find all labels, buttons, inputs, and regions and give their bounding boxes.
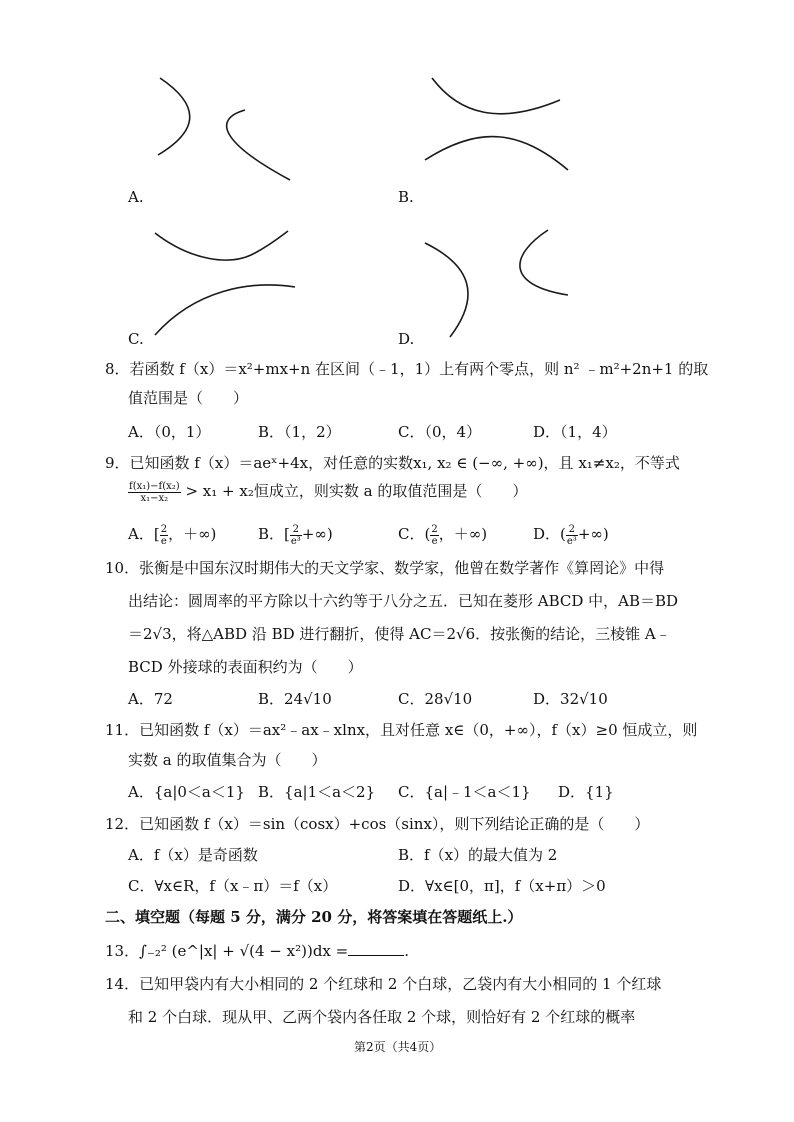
q9-opt-c-num: 2 (431, 523, 438, 535)
graph-option-a-label[interactable]: A. (128, 188, 144, 206)
q9-opt-a-num: 2 (160, 523, 168, 535)
q10-stem-line3: ＝2√3，将△ABD 沿 BD 进行翻折，使得 AC＝2√6．按张衡的结论，三棱锥 A﹣ (128, 625, 671, 643)
q9-opt-c-prefix: C．( (398, 525, 431, 543)
q14-stem-line1: 14．已知甲袋内有大小相同的 2 个红球和 2 个白球，乙袋内有大小相同的 1 个红球 (105, 975, 662, 993)
q13-integral: 13．∫₋₂² (e^|x| + √(4 − x²))dx = (105, 942, 349, 960)
q9-inequality-fraction (128, 481, 181, 504)
q9-stem-line2 (128, 480, 527, 504)
graph-option-a (150, 70, 300, 185)
graph-b-upper-curve (432, 78, 560, 114)
graph-option-c-label[interactable]: C. (128, 330, 144, 348)
q11-option-d[interactable]: D．{1} (558, 783, 614, 801)
q8-option-c[interactable]: C．（0，4） (398, 423, 482, 441)
q10-stem-line2: 出结论：圆周率的平方除以十六约等于八分之五．已知在菱形 ABCD 中，AB＝BD (128, 592, 679, 610)
q9-opt-d-prefix: D．( (533, 525, 566, 543)
q10-option-a[interactable]: A．72 (128, 690, 173, 708)
q9-opt-d-suffix: +∞) (577, 525, 609, 543)
graph-c-lower-curve (155, 285, 295, 335)
graph-b-lower-curve (425, 137, 568, 170)
q9-opt-d-num: 2 (566, 524, 578, 536)
q8-option-a[interactable]: A．（0，1） (128, 423, 211, 441)
q9-opt-d-fraction (566, 524, 578, 547)
graph-a-right-curve (227, 110, 290, 180)
graph-option-d (420, 225, 570, 350)
q9-option-b[interactable] (258, 523, 333, 547)
q11-stem-line1: 11．已知函数 f（x）＝ax²﹣ax﹣xlnx，且对任意 x∈（0，+∞），f（x）≥0 恒成立，则 (105, 721, 698, 739)
q9-fraction-denominator: x₁−x₂ (140, 492, 169, 504)
q12-option-a[interactable]: A．f（x）是奇函数 (128, 846, 258, 864)
q9-opt-d-den: e³ (566, 535, 577, 547)
q9-opt-a-fraction (160, 524, 168, 547)
q8-stem-line1: 8．若函数 f（x）＝x²+mx+n 在区间（﹣1，1）上有两个零点，则 n² ﹣m²+2n+1 的取 (105, 360, 709, 378)
q13-stem (105, 940, 409, 962)
q12-option-d[interactable]: D．∀x∈[0，π]，f（x+π）＞0 (398, 877, 606, 895)
q14-stem-line2: 和 2 个白球．现从甲、乙两个袋内各任取 2 个球，则恰好有 2 个红球的概率 (128, 1008, 636, 1026)
q9-stem-line1: 9．已知函数 f（x）＝aeˣ+4x，对任意的实数x₁, x₂ ∈ (−∞, +∞)，且 x₁≠x₂，不等式 (105, 454, 680, 472)
q10-option-b[interactable]: B．24√10 (258, 690, 332, 708)
graph-c-upper-curve (155, 231, 288, 260)
q10-stem-line1: 10．张衡是中国东汉时期伟大的天文学家、数学家，他曾在数学著作《算罔论》中得 (105, 559, 665, 577)
q9-option-a[interactable] (128, 523, 216, 547)
q9-option-d[interactable] (533, 523, 609, 547)
q12-stem-line1: 12．已知函数 f（x）＝sin（cosx）+cos（sinx），则下列结论正确的是（ ） (105, 815, 650, 833)
q9-opt-a-prefix: A．[ (128, 525, 160, 543)
q9-fraction-numerator: f(x₁)−f(x₂) (129, 480, 180, 492)
q9-opt-a-den: e (160, 535, 167, 547)
graph-option-d-label[interactable]: D. (398, 330, 415, 348)
graph-option-b (420, 70, 570, 195)
q9-option-c[interactable] (398, 523, 487, 547)
q11-option-c[interactable]: C．{a|﹣1＜a＜1} (398, 783, 531, 801)
q9-opt-b-fraction (290, 524, 302, 547)
q9-opt-c-fraction (430, 524, 438, 547)
q9-opt-b-num: 2 (290, 524, 302, 536)
graph-option-c (150, 225, 300, 340)
q8-option-b[interactable]: B．（1，2） (258, 423, 341, 441)
q8-option-d[interactable]: D．（1，4） (533, 423, 617, 441)
graph-d-right-curve (520, 230, 568, 295)
q12-option-b[interactable]: B．f（x）的最大值为 2 (398, 846, 558, 864)
q8-stem-line2: 值范围是（ ） (128, 389, 249, 407)
q10-option-c[interactable]: C．28√10 (398, 690, 473, 708)
q9-opt-c-suffix: ，＋∞) (438, 525, 488, 543)
q9-opt-b-den: e³ (290, 535, 301, 547)
q10-option-d[interactable]: D．32√10 (533, 690, 608, 708)
page-footer: 第2页（共4页） (354, 1040, 442, 1054)
q9-opt-c-den: e (431, 535, 438, 547)
graph-option-b-label[interactable]: B. (398, 188, 414, 206)
q13-period: . (404, 942, 409, 960)
section-title-fill-in: 二、填空题（每题 5 分，满分 20 分，将答案填在答题纸上.） (105, 908, 523, 926)
graph-d-left-curve (425, 243, 468, 337)
graph-a-left-curve (158, 78, 190, 155)
q9-opt-b-suffix: +∞) (301, 525, 333, 543)
q9-stem-line2-text: > x₁ + x₂恒成立，则实数 a 的取值范围是（ ） (185, 482, 528, 500)
q11-option-a[interactable]: A．{a|0＜a＜1} (128, 783, 245, 801)
q9-opt-a-suffix: ，＋∞) (168, 525, 217, 543)
q11-stem-line2: 实数 a 的取值集合为（ ） (128, 751, 327, 769)
q10-stem-line4: BCD 外接球的表面积约为（ ） (128, 658, 363, 676)
q11-option-b[interactable]: B．{a|1＜a＜2} (258, 783, 376, 801)
q9-opt-b-prefix: B．[ (258, 525, 290, 543)
q13-answer-blank[interactable] (348, 941, 404, 956)
q12-option-c[interactable]: C．∀x∈R，f（x﹣π）＝f（x） (128, 877, 338, 895)
